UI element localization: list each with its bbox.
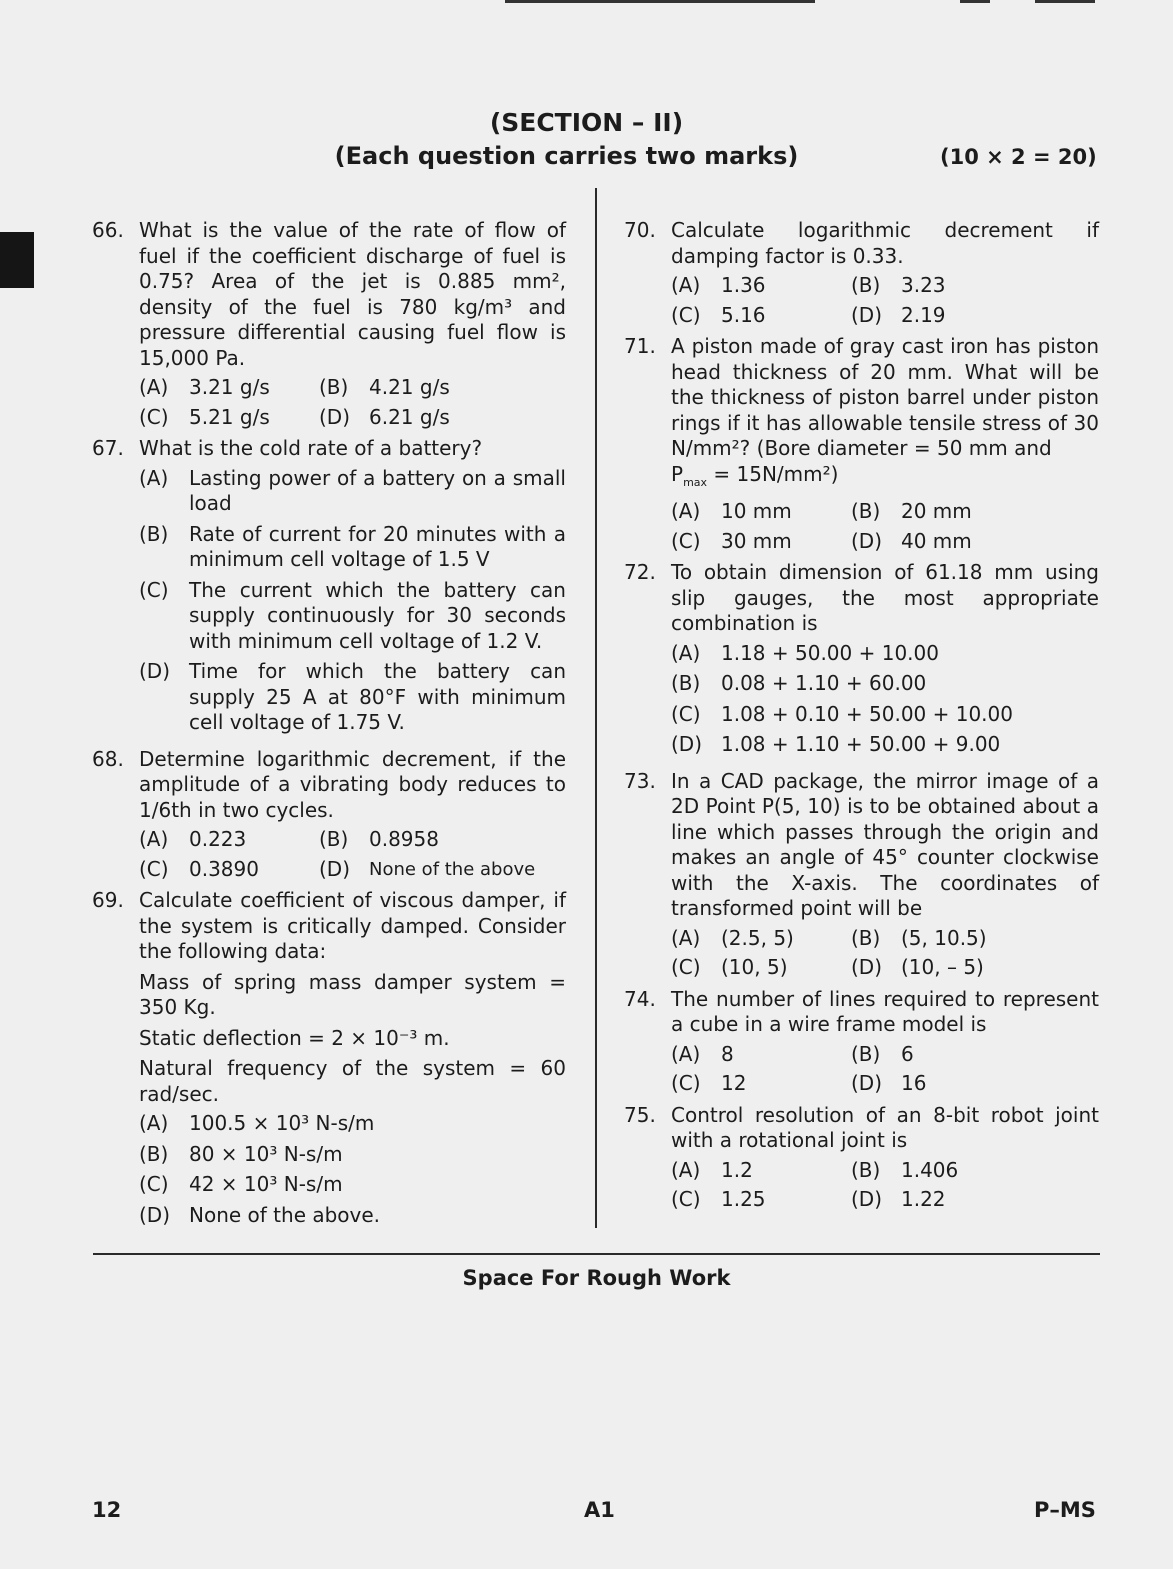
registration-mark <box>0 232 34 288</box>
data-line-mass: Mass of spring mass damper system = 350 Kg. <box>139 969 566 1019</box>
option-value: Time for which the battery can supply 25 A at 80°F with minimum cell voltage of 1.75 V. <box>189 659 566 734</box>
option-label: (D) <box>851 1187 883 1211</box>
option-d[interactable] <box>671 732 1099 758</box>
option-a[interactable] <box>671 1158 851 1184</box>
option-value: 42 × 10³ N-s/m <box>189 1172 343 1196</box>
option-a[interactable] <box>671 273 851 299</box>
question-text: What is the value of the rate of flow of fuel if the coefficient discharge of fuel is 0.75? Area of the jet is 0.885 mm², density of the fuel is 780 kg/m³ and pressure differential causing fuel flow is 15,000 Pa. <box>139 218 566 370</box>
options <box>671 1158 1099 1213</box>
option-value: 1.25 <box>721 1187 766 1211</box>
question-text: Calculate logarithmic decrement if damping factor is 0.33. <box>671 218 1099 268</box>
option-c[interactable] <box>671 529 851 555</box>
option-label: (C) <box>139 1172 169 1196</box>
option-label: (C) <box>671 302 701 327</box>
option-b[interactable] <box>851 1042 1099 1068</box>
data-line-frequency: Natural frequency of the system = 60 rad/sec. <box>139 1056 566 1106</box>
option-b[interactable] <box>851 273 1099 299</box>
option-a[interactable] <box>139 827 319 853</box>
question-66 <box>92 218 566 430</box>
question-72 <box>624 560 1099 763</box>
options <box>671 273 1099 328</box>
right-column <box>624 218 1099 1219</box>
question-number: 67. <box>92 436 124 460</box>
option-label: (C) <box>139 856 169 881</box>
option-label: (C) <box>671 1071 701 1095</box>
option-c[interactable] <box>139 1172 566 1198</box>
section-title: (SECTION – II) <box>489 108 684 137</box>
question-number: 72. <box>624 560 656 584</box>
option-label: (A) <box>671 640 701 665</box>
option-label: (B) <box>851 925 881 950</box>
option-value: 1.406 <box>901 1157 959 1182</box>
option-label: (B) <box>139 1141 169 1166</box>
option-d[interactable] <box>851 955 1099 981</box>
option-label: (C) <box>671 1187 701 1211</box>
left-column <box>92 218 566 1239</box>
option-d[interactable] <box>851 1187 1099 1213</box>
question-73 <box>624 769 1099 981</box>
section-marks: (10 × 2 = 20) <box>940 145 1097 169</box>
question-74 <box>624 987 1099 1097</box>
option-b[interactable] <box>139 522 566 573</box>
option-value: 30 mm <box>721 528 792 553</box>
option-a[interactable] <box>139 375 319 401</box>
options <box>671 1042 1099 1097</box>
option-value: 1.08 + 0.10 + 50.00 + 10.00 <box>721 701 1013 726</box>
option-d[interactable] <box>851 303 1099 329</box>
option-value: 0.8958 <box>369 827 439 851</box>
option-label: (A) <box>671 273 701 297</box>
option-label: (A) <box>139 465 169 490</box>
option-label: (C) <box>671 528 701 553</box>
question-text: Determine logarithmic decrement, if the amplitude of a vibrating body reduces to 1/6th in two cycles. <box>139 746 566 822</box>
question-text: Control resolution of an 8-bit robot joint with a rotational joint is <box>671 1102 1099 1152</box>
question-number: 71. <box>624 334 656 358</box>
option-label: (B) <box>851 1157 881 1182</box>
options <box>139 827 566 882</box>
option-value: (10, 5) <box>721 955 788 979</box>
option-b[interactable] <box>319 375 566 401</box>
top-edge-mark <box>1035 0 1095 3</box>
option-b[interactable] <box>139 1142 566 1168</box>
option-label: (D) <box>139 659 171 683</box>
question-text: The number of lines required to represent a cube in a wire frame model is <box>671 986 1099 1036</box>
option-value: (10, – 5) <box>901 955 984 979</box>
option-label: (D) <box>851 528 883 553</box>
rough-work-label: Space For Rough Work <box>462 1266 731 1290</box>
option-d[interactable] <box>139 659 566 736</box>
paper-code: P–MS <box>1034 1498 1096 1522</box>
options <box>671 926 1099 981</box>
option-label: (A) <box>139 1111 169 1135</box>
question-number: 66. <box>92 218 124 242</box>
option-a[interactable] <box>139 466 566 517</box>
option-a[interactable] <box>671 499 851 525</box>
question-text: In a CAD package, the mirror image of a 2D Point P(5, 10) is to be obtained about a line which passes through the origin and makes an angle of 45° counter clockwise with the X-axis. The coordinates of transformed point will be <box>671 768 1099 920</box>
option-value: 20 mm <box>901 499 972 523</box>
question-number: 74. <box>624 986 656 1011</box>
option-label: (A) <box>671 499 701 523</box>
pmax-symbol: P <box>671 461 684 486</box>
option-value: 0.08 + 1.10 + 60.00 <box>721 671 927 695</box>
option-value: 80 × 10³ N-s/m <box>189 1141 343 1166</box>
option-c[interactable] <box>671 1071 851 1097</box>
option-value: Lasting power of a battery on a small load <box>189 465 566 515</box>
options <box>139 1111 566 1228</box>
pmax-line <box>671 462 1099 496</box>
option-label: (B) <box>851 1041 881 1066</box>
option-a[interactable] <box>671 641 1099 667</box>
options <box>139 466 566 736</box>
option-label: (B) <box>319 827 349 851</box>
option-value: 1.22 <box>901 1187 946 1211</box>
option-label: (D) <box>851 955 883 979</box>
option-label: (B) <box>671 671 701 695</box>
option-label: (A) <box>671 925 701 950</box>
page-number: 12 <box>92 1498 122 1522</box>
option-label: (C) <box>139 404 169 429</box>
rough-work-divider <box>93 1253 1100 1255</box>
options <box>671 499 1099 554</box>
option-value: 5.21 g/s <box>189 404 270 429</box>
option-c[interactable] <box>671 303 851 329</box>
option-label: (B) <box>139 521 169 546</box>
option-value: None of the above <box>369 858 536 880</box>
option-label: (D) <box>319 856 351 881</box>
option-value: 0.223 <box>189 827 247 851</box>
option-c[interactable] <box>139 405 319 431</box>
option-value: None of the above. <box>189 1202 381 1227</box>
option-value: The current which the battery can supply continuously for 30 seconds with minimum cell voltage of 1.2 V. <box>189 577 566 653</box>
option-c[interactable] <box>671 702 1099 728</box>
option-label: (B) <box>319 375 349 399</box>
column-divider <box>595 188 597 1228</box>
option-a[interactable] <box>671 926 851 952</box>
option-a[interactable] <box>671 1042 851 1068</box>
option-label: (A) <box>671 1157 701 1182</box>
option-value: 100.5 × 10³ N-s/m <box>189 1111 375 1135</box>
options <box>671 641 1099 758</box>
question-number: 68. <box>92 746 124 771</box>
option-b[interactable] <box>851 499 1099 525</box>
option-c[interactable] <box>671 1187 851 1213</box>
question-number: 75. <box>624 1102 656 1127</box>
option-value: 40 mm <box>901 528 972 553</box>
question-text: To obtain dimension of 61.18 mm using slip gauges, the most appropriate combination is <box>671 560 1099 635</box>
option-value: 2.19 <box>901 302 946 327</box>
option-b[interactable] <box>319 827 566 853</box>
top-edge-mark <box>960 0 990 3</box>
option-value: 3.23 <box>901 273 946 297</box>
option-d[interactable] <box>319 405 566 431</box>
option-value: 1.08 + 1.10 + 50.00 + 9.00 <box>721 732 1001 756</box>
option-value: (2.5, 5) <box>721 925 794 950</box>
option-value: 6.21 g/s <box>369 404 450 429</box>
option-label: (C) <box>139 577 169 602</box>
option-value: 3.21 g/s <box>189 375 270 399</box>
set-code: A1 <box>584 1498 615 1522</box>
option-label: (D) <box>139 1202 171 1227</box>
option-c[interactable] <box>139 578 566 655</box>
option-value: 10 mm <box>721 499 792 523</box>
option-value: Rate of current for 20 minutes with a minimum cell voltage of 1.5 V <box>189 521 566 571</box>
option-value: 4.21 g/s <box>369 375 450 399</box>
question-text: What is the cold rate of a battery? <box>139 436 483 460</box>
option-label: (A) <box>671 1041 701 1066</box>
question-text: A piston made of gray cast iron has piston head thickness of 20 mm. What will be the thickness of piston barrel under piston rings if it has allowable tensile stress of 30 N/mm²? (Bore diameter = 50 mm and <box>671 334 1099 460</box>
option-label: (C) <box>671 701 701 726</box>
option-label: (D) <box>671 732 703 756</box>
option-value: 1.2 <box>721 1157 753 1182</box>
question-68 <box>92 747 566 883</box>
option-value: 1.36 <box>721 273 766 297</box>
option-d[interactable] <box>139 1203 566 1229</box>
question-67 <box>92 436 566 741</box>
option-label: (A) <box>139 827 169 851</box>
question-number: 70. <box>624 218 656 242</box>
question-number: 73. <box>624 768 656 793</box>
option-c[interactable] <box>671 955 851 981</box>
data-line-deflection: Static deflection = 2 × 10⁻³ m. <box>139 1025 450 1050</box>
pmax-subscript: max <box>683 475 708 489</box>
pmax-value: = 15N/mm²) <box>707 461 839 486</box>
option-b[interactable] <box>851 926 1099 952</box>
option-label: (C) <box>671 955 701 979</box>
option-value: 0.3890 <box>189 856 259 881</box>
question-75 <box>624 1103 1099 1213</box>
question-69 <box>92 888 566 1233</box>
section-subtitle: (Each question carries two marks) <box>334 142 799 170</box>
option-value: 16 <box>901 1071 927 1095</box>
option-d[interactable] <box>319 857 566 883</box>
option-value: (5, 10.5) <box>901 925 987 950</box>
option-a[interactable] <box>139 1111 566 1137</box>
option-c[interactable] <box>139 857 319 883</box>
top-edge-mark <box>505 0 815 3</box>
question-text: Calculate coefficient of viscous damper, if the system is critically damped. Consider the following data: <box>139 888 566 963</box>
option-d[interactable] <box>851 1071 1099 1097</box>
option-label: (D) <box>851 1071 883 1095</box>
option-label: (A) <box>139 375 169 399</box>
option-value: 6 <box>901 1041 914 1066</box>
option-label: (B) <box>851 499 881 523</box>
option-b[interactable] <box>851 1158 1099 1184</box>
option-label: (D) <box>851 302 883 327</box>
option-b[interactable] <box>671 671 1099 697</box>
option-value: 5.16 <box>721 302 766 327</box>
option-d[interactable] <box>851 529 1099 555</box>
question-number: 69. <box>92 888 124 912</box>
options <box>139 375 566 430</box>
option-value: 12 <box>721 1071 747 1095</box>
question-71 <box>624 334 1099 554</box>
question-70 <box>624 218 1099 328</box>
option-value: 1.18 + 50.00 + 10.00 <box>721 640 939 665</box>
option-label: (D) <box>319 404 351 429</box>
option-label: (B) <box>851 273 881 297</box>
option-value: 8 <box>721 1041 734 1066</box>
